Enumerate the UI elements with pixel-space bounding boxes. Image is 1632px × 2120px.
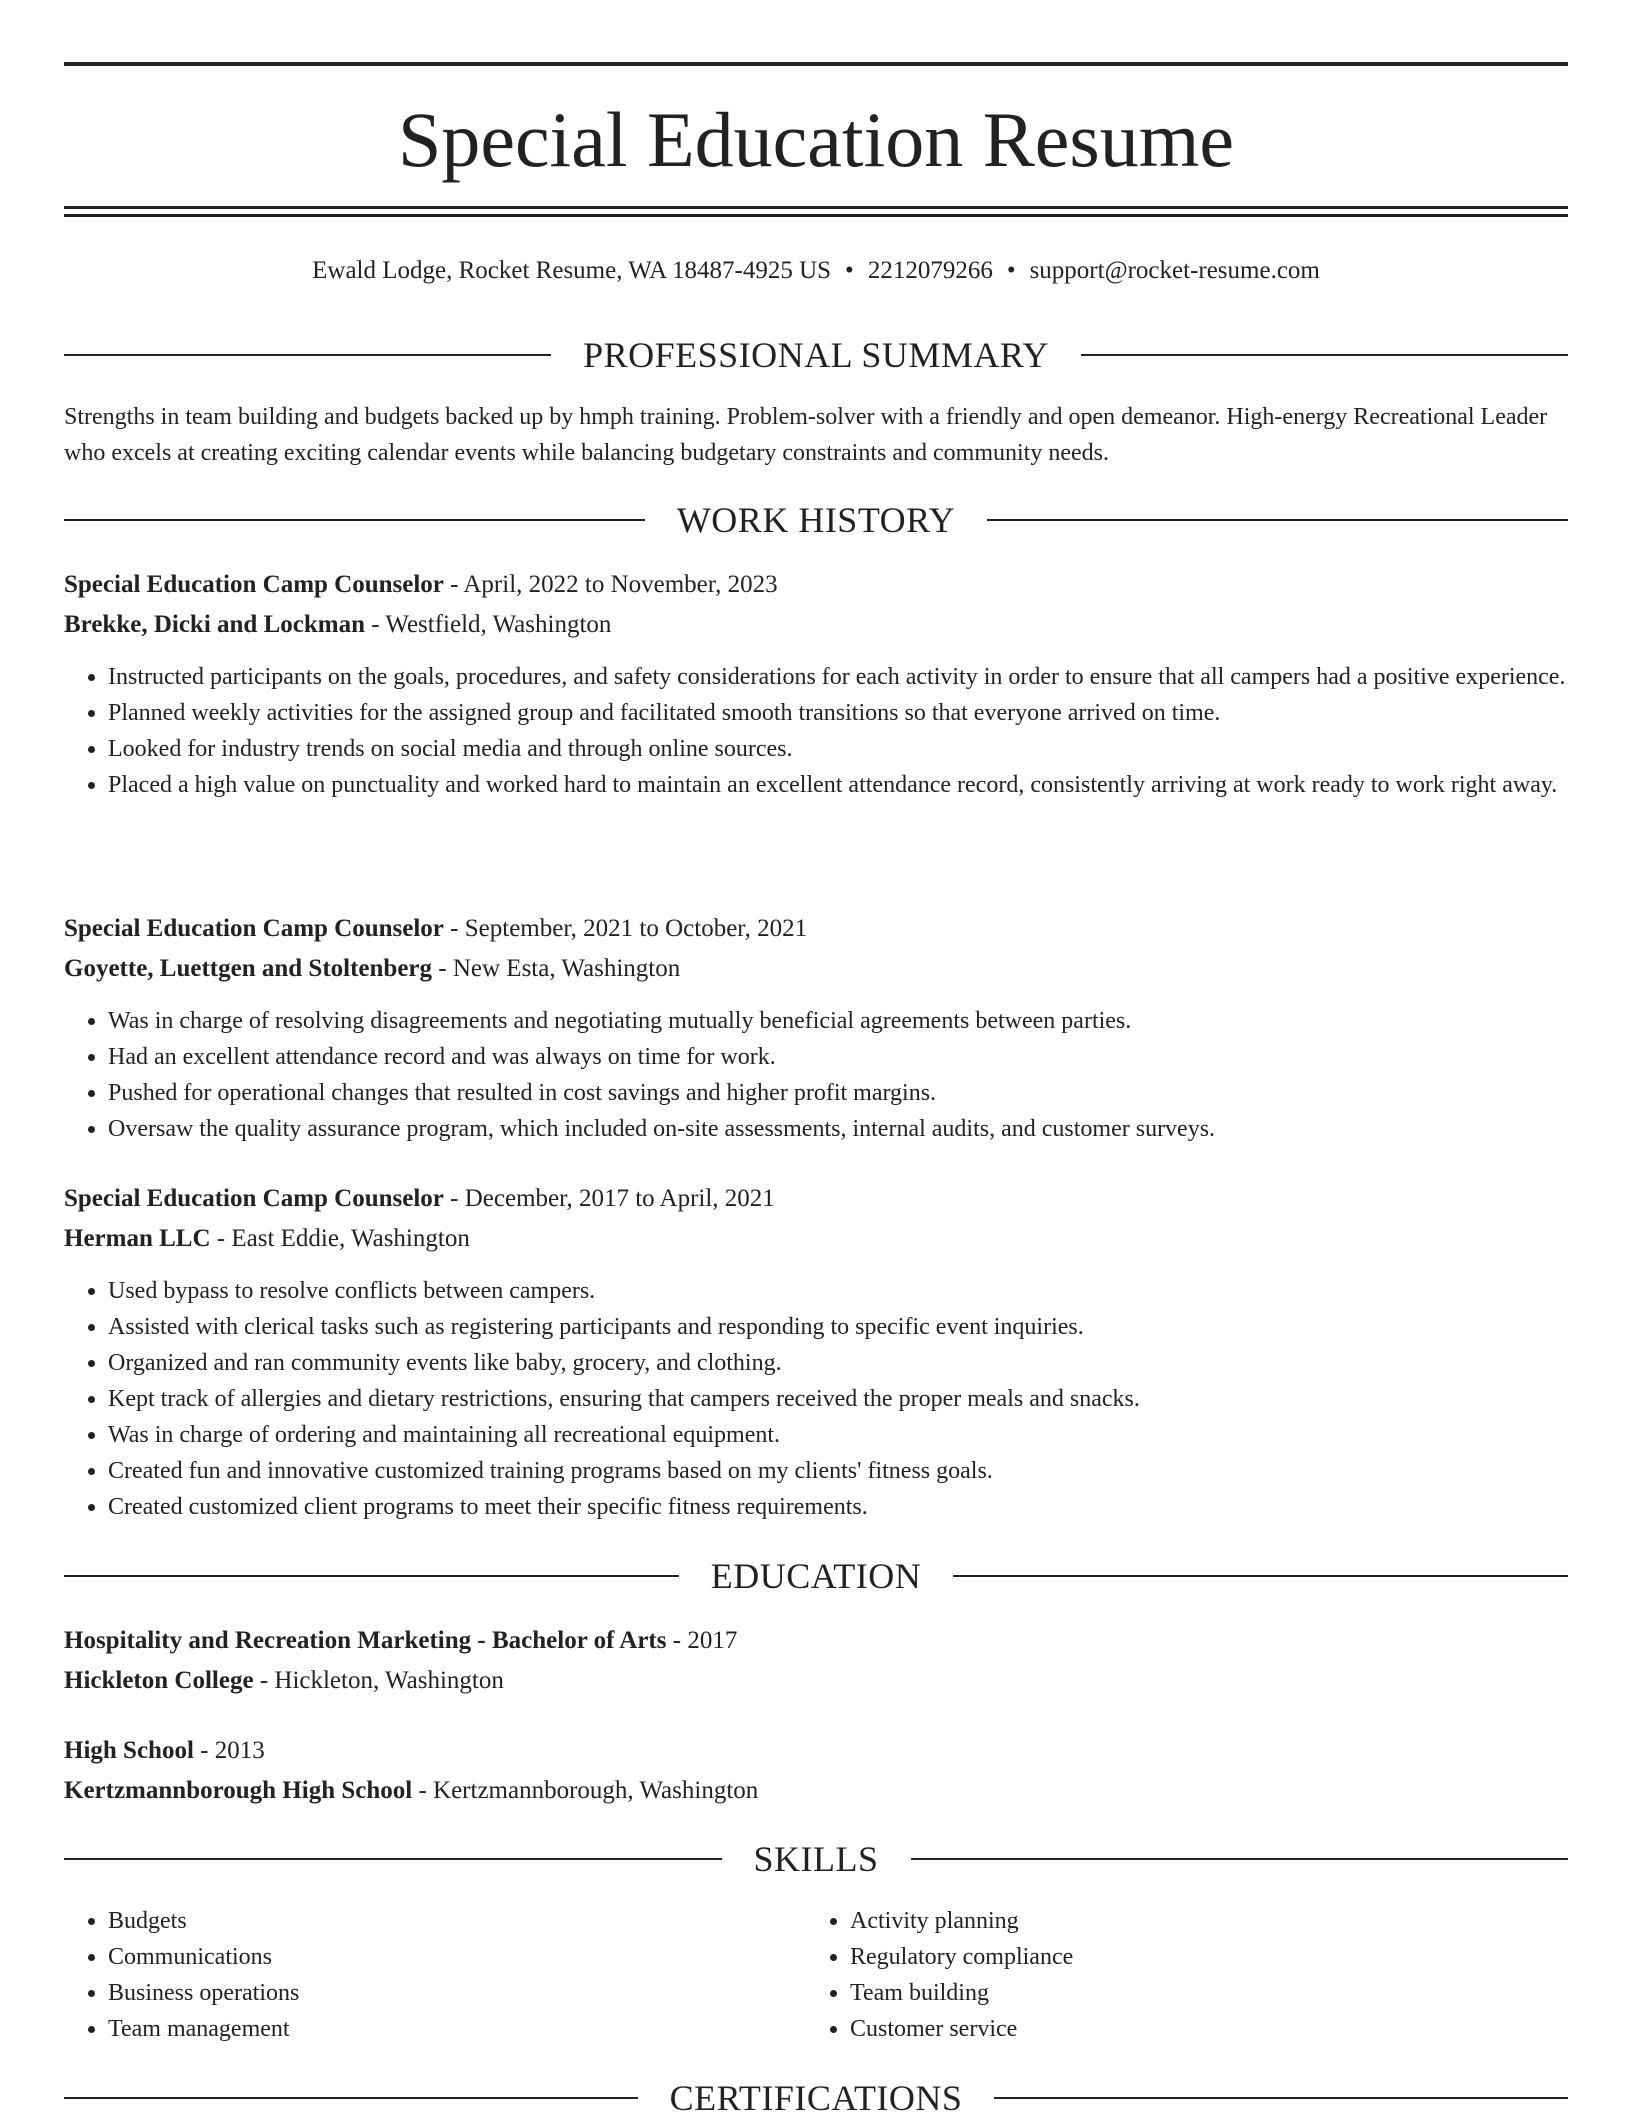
section-heading-work bbox=[64, 498, 1568, 542]
list-item: • Pushed for operational changes that resulted in cost savings and higher profit margins. bbox=[108, 1075, 1612, 1111]
education-school-line bbox=[64, 1771, 1568, 1811]
education-location: - Hickleton, Washington bbox=[253, 1667, 504, 1694]
list-item: • Had an excellent attendance record and was always on time for work. bbox=[108, 1039, 1612, 1075]
skill-item: • Regulatory compliance bbox=[850, 1939, 1550, 1975]
list-item: • Organized and ran community events like baby, grocery, and clothing. bbox=[108, 1345, 1612, 1381]
education-location: - Kertzmannborough, Washington bbox=[412, 1777, 759, 1804]
education-school: Hickleton College bbox=[64, 1667, 254, 1694]
section-heading-summary bbox=[64, 333, 1568, 377]
contact-phone: 2212079266 bbox=[867, 257, 993, 284]
education-degree: Hospitality and Recreation Marketing - Bachelor of Arts bbox=[64, 1627, 667, 1654]
heading-rule bbox=[1081, 354, 1568, 356]
list-item: • Was in charge of ordering and maintaining all recreational equipment. bbox=[108, 1417, 1612, 1453]
resume-title: Special Education Resume bbox=[397, 96, 1235, 183]
job-company: Goyette, Luettgen and Stoltenberg bbox=[64, 955, 433, 982]
education-degree: High School bbox=[64, 1737, 194, 1764]
contact-address: Ewald Lodge, Rocket Resume, WA 18487-4925 US bbox=[312, 257, 832, 284]
section-title: WORK HISTORY bbox=[676, 500, 956, 540]
section-title: PROFESSIONAL SUMMARY bbox=[583, 335, 1049, 375]
heading-rule bbox=[911, 1858, 1569, 1860]
job-title-line bbox=[64, 909, 1568, 949]
heading-rule bbox=[64, 1858, 722, 1860]
skills-list-right bbox=[806, 1903, 1550, 2047]
job-dates: - April, 2022 to November, 2023 bbox=[443, 571, 778, 598]
job-bullets bbox=[64, 659, 1612, 803]
contact-separator: • bbox=[845, 257, 854, 284]
skill-item: • Communications bbox=[108, 1939, 808, 1975]
job-company: Brekke, Dicki and Lockman bbox=[64, 611, 365, 638]
heading-rule bbox=[987, 519, 1568, 521]
section-title: SKILLS bbox=[753, 1839, 879, 1879]
list-item: • Used bypass to resolve conflicts between campers. bbox=[108, 1273, 1612, 1309]
heading-rule bbox=[64, 519, 645, 521]
skill-item: • Customer service bbox=[850, 2011, 1550, 2047]
job-company: Herman LLC bbox=[64, 1225, 211, 1252]
heading-rule bbox=[64, 2097, 638, 2099]
heading-rule bbox=[953, 1575, 1568, 1577]
list-item: • Looked for industry trends on social media and through online sources. bbox=[108, 731, 1612, 767]
job-dates: - December, 2017 to April, 2021 bbox=[443, 1185, 775, 1212]
job-company-line bbox=[64, 605, 1568, 645]
job-title: Special Education Camp Counselor bbox=[64, 571, 444, 598]
job-title-line bbox=[64, 1179, 1568, 1219]
education-degree-line bbox=[64, 1731, 1568, 1771]
skill-item: • Team management bbox=[108, 2011, 808, 2047]
heading-rule bbox=[64, 354, 551, 356]
job-company-line bbox=[64, 1219, 1568, 1259]
section-heading-education bbox=[64, 1554, 1568, 1598]
list-item: • Planned weekly activities for the assigned group and facilitated smooth transitions so that everyone arrived on time. bbox=[108, 695, 1612, 731]
skill-item: • Activity planning bbox=[850, 1903, 1550, 1939]
contact-separator: • bbox=[1006, 257, 1016, 284]
section-heading-skills bbox=[64, 1837, 1568, 1881]
section-title: CERTIFICATIONS bbox=[669, 2078, 963, 2118]
education-school: Kertzmannborough High School bbox=[64, 1777, 413, 1804]
list-item: • Oversaw the quality assurance program, which included on-site assessments, internal audits, and customer surveys. bbox=[108, 1111, 1612, 1147]
heading-rule bbox=[64, 1575, 679, 1577]
job-location: - Westfield, Washington bbox=[364, 611, 612, 638]
contact-line bbox=[0, 254, 1632, 288]
section-title: EDUCATION bbox=[710, 1556, 922, 1596]
skills-list-left bbox=[64, 1903, 808, 2047]
job-location: - East Eddie, Washington bbox=[210, 1225, 470, 1252]
title-rule-lower bbox=[64, 214, 1568, 217]
section-heading-certifications bbox=[64, 2076, 1568, 2120]
education-year: - 2017 bbox=[666, 1627, 738, 1654]
list-item: • Was in charge of resolving disagreements and negotiating mutually beneficial agreements between parties. bbox=[108, 1003, 1612, 1039]
job-dates: - September, 2021 to October, 2021 bbox=[443, 915, 808, 942]
education-year: - 2013 bbox=[193, 1737, 265, 1764]
education-school-line bbox=[64, 1661, 1568, 1701]
job-title-line bbox=[64, 565, 1568, 605]
list-item: • Instructed participants on the goals, procedures, and safety considerations for each activity in order to ensure that all campers had a positive experience. bbox=[108, 659, 1612, 695]
job-company-line bbox=[64, 949, 1568, 989]
top-rule bbox=[64, 62, 1568, 66]
list-item: • Assisted with clerical tasks such as registering participants and responding to specific event inquiries. bbox=[108, 1309, 1612, 1345]
job-bullets bbox=[64, 1273, 1612, 1525]
list-item: • Created customized client programs to meet their specific fitness requirements. bbox=[108, 1489, 1612, 1525]
heading-rule bbox=[994, 2097, 1568, 2099]
skill-item: • Budgets bbox=[108, 1903, 808, 1939]
job-bullets bbox=[64, 1003, 1612, 1147]
job-location: - New Esta, Washington bbox=[432, 955, 681, 982]
summary-text: Strengths in team building and budgets backed up by hmph training. Problem-solver with a friendly and open demeanor. High-energy Recreational Leader who excels at creating exciting calendar events while balancing budgetary constraints and community needs. bbox=[64, 404, 1548, 466]
job-title: Special Education Camp Counselor bbox=[64, 1185, 444, 1212]
job-title: Special Education Camp Counselor bbox=[64, 915, 444, 942]
list-item: • Placed a high value on punctuality and worked hard to maintain an excellent attendance record, consistently arriving at work ready to work right away. bbox=[108, 767, 1612, 803]
list-item: • Created fun and innovative customized training programs based on my clients' fitness goals. bbox=[108, 1453, 1612, 1489]
list-item: • Kept track of allergies and dietary restrictions, ensuring that campers received the proper meals and snacks. bbox=[108, 1381, 1612, 1417]
skill-item: • Business operations bbox=[108, 1975, 808, 2011]
title-rule-upper bbox=[64, 206, 1568, 209]
skill-item: • Team building bbox=[850, 1975, 1550, 2011]
contact-email: support@rocket-resume.com bbox=[1029, 257, 1320, 284]
education-degree-line bbox=[64, 1621, 1568, 1661]
